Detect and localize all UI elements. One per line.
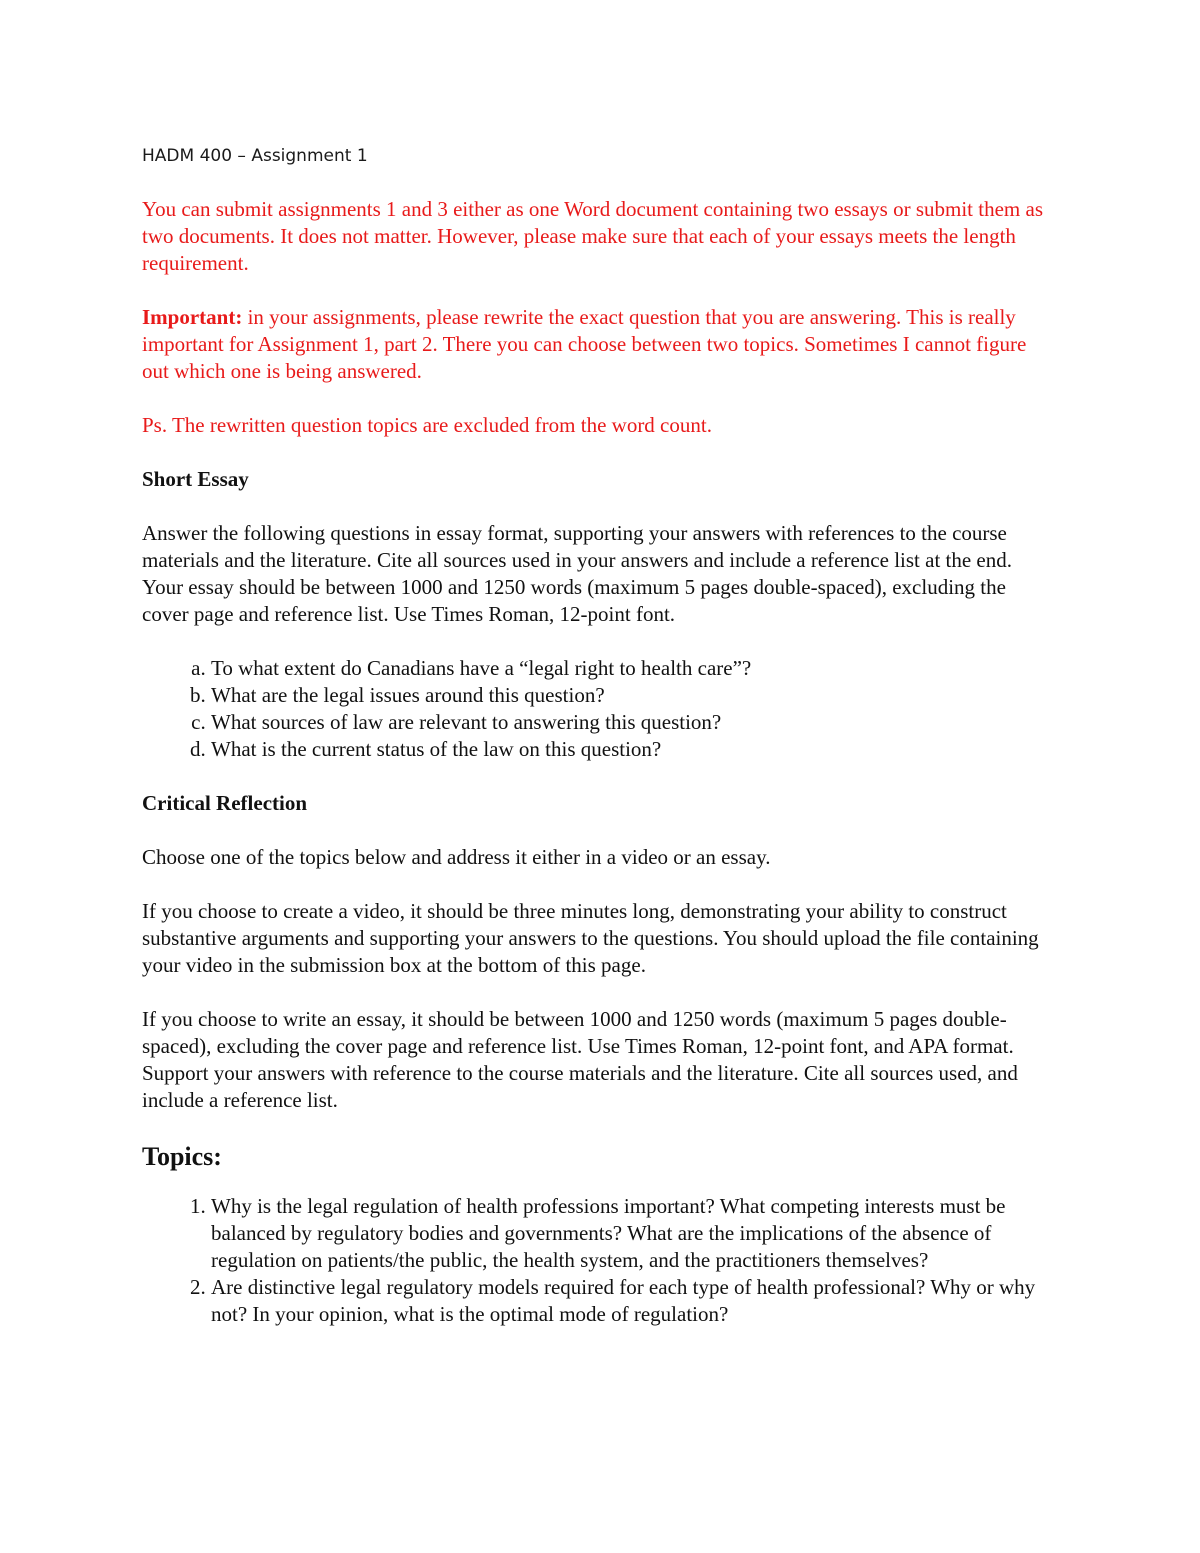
short-essay-heading: Short Essay [142,467,249,491]
page-title: HADM 400 – Assignment 1 [142,146,368,166]
document-page [142,143,1052,1355]
question-item: d. What is the current status of the law on this question? [211,736,1052,763]
critical-reflection-essay: If you choose to write an essay, it should be between 1000 and 1250 words (maximum 5 pages double-spaced), excluding the cover page and reference list. Use Times Roman, 12-point font, and APA format. Support your answers with reference to the course materials and the literature. Cite all sources used, and include a reference list. [142,1007,1018,1112]
notice-important [142,304,1052,385]
important-text: in your assignments, please rewrite the exact question that you are answering. This is really important for Assignment 1, part 2. There you can choose between two topics. Sometimes I cannot figure out which one is being answered. [142,305,1027,383]
question-item: c. What sources of law are relevant to answering this question? [211,709,1052,736]
critical-reflection-intro: Choose one of the topics below and address it either in a video or an essay. [142,845,771,869]
notice-ps: Ps. The rewritten question topics are excluded from the word count. [142,413,712,437]
critical-reflection-video: If you choose to create a video, it should be three minutes long, demonstrating your ability to construct substantive arguments and supporting your answers to the questions. You should upload the file containing your video in the submission box at the bottom of this page. [142,899,1039,977]
question-item: a. To what extent do Canadians have a “legal right to health care”? [211,655,1052,682]
notice-intro: You can submit assignments 1 and 3 either as one Word document containing two essays or submit them as two documents. It does not matter. However, please make sure that each of your essays meets the length requirement. [142,197,1044,275]
topics-heading: Topics: [142,1142,222,1171]
important-label: Important: [142,305,243,329]
short-essay-body: Answer the following questions in essay format, supporting your answers with references to the course materials and the literature. Cite all sources used in your answers and include a reference list at the end. Your essay should be between 1000 and 1250 words (maximum 5 pages double-spaced), excluding the cover page and reference list. Use Times Roman, 12-point font. [142,521,1013,626]
topic-item: 2. Are distinctive legal regulatory models required for each type of health professional? Why or why not? In your opinion, what is the optimal mode of regulation? [211,1274,1052,1328]
short-essay-questions [142,655,1052,763]
topic-item: 1. Why is the legal regulation of health professions important? What competing interests must be balanced by regulatory bodies and governments? What are the implications of the absence of regulation on patients/the public, the health system, and the practitioners themselves? [211,1193,1052,1274]
critical-reflection-heading: Critical Reflection [142,791,308,815]
question-item: b. What are the legal issues around this question? [211,682,1052,709]
topics-list [142,1193,1052,1328]
